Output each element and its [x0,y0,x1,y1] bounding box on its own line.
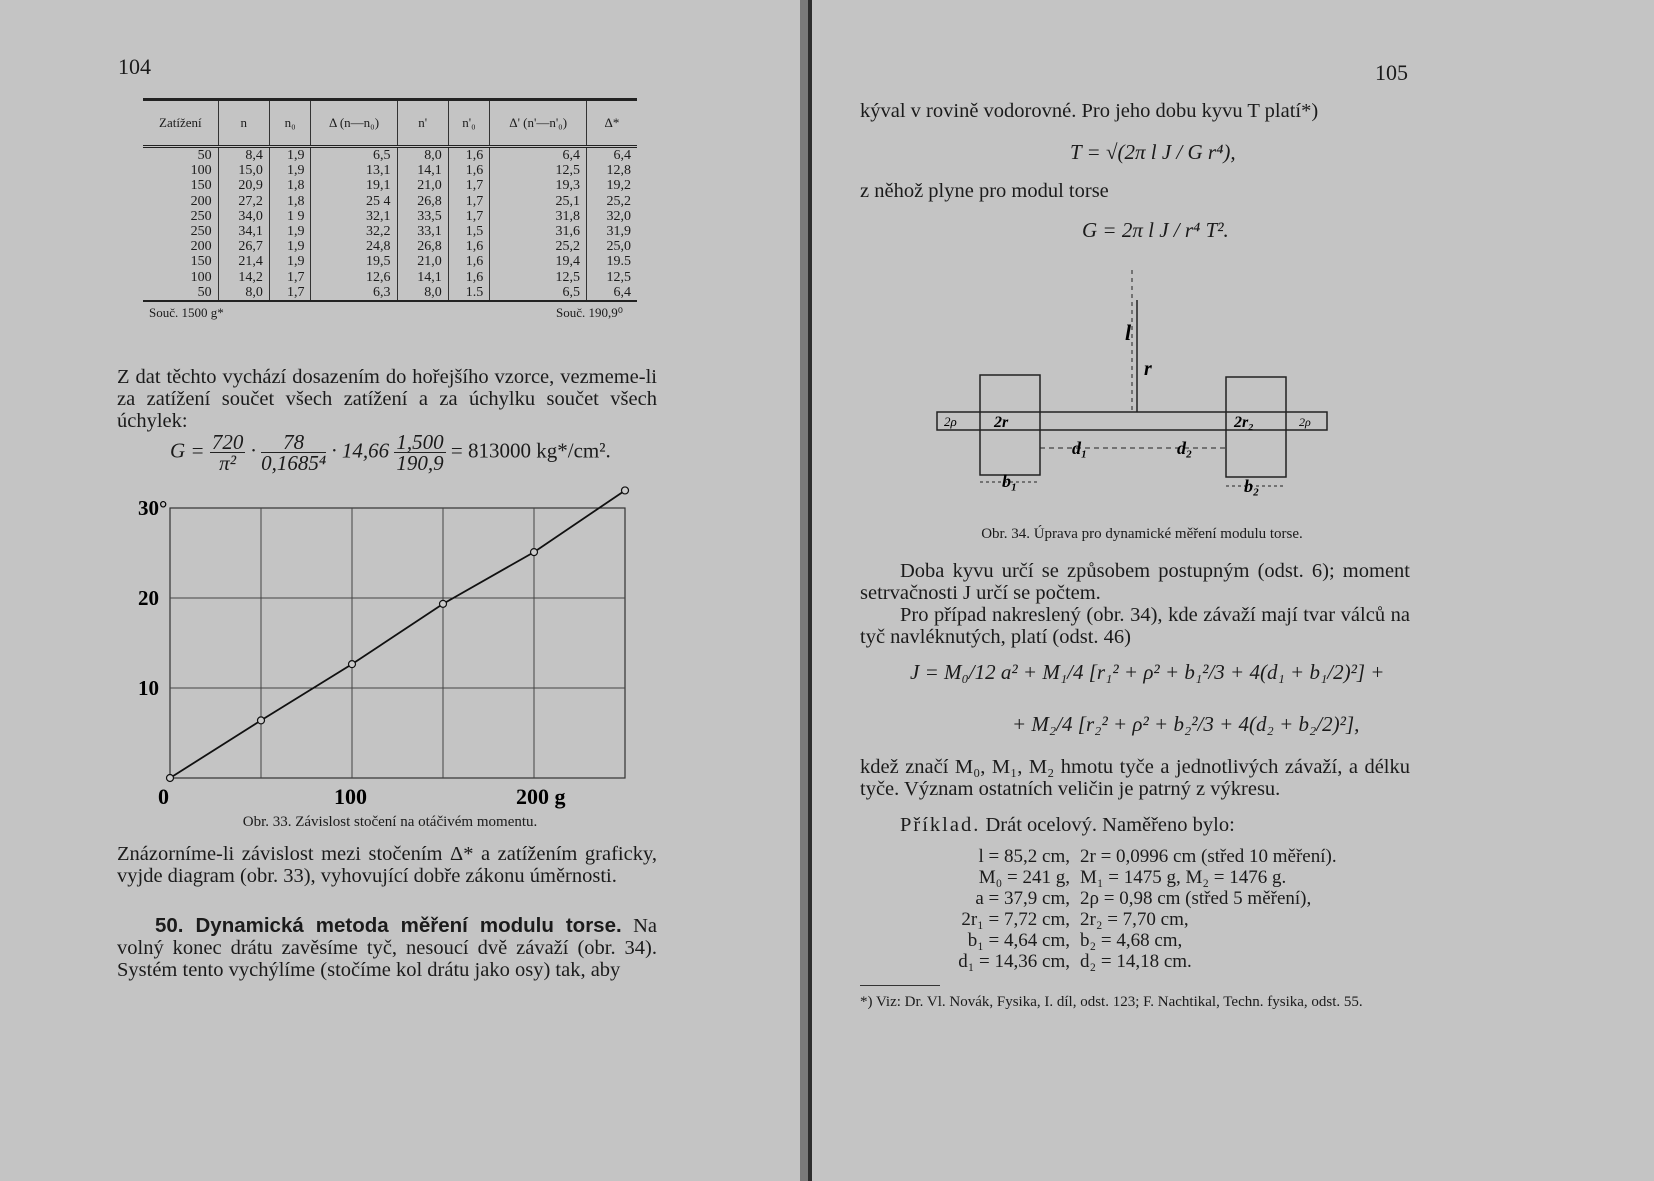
paragraph-graph: Znázorníme-li závislost mezi stočením Δ* a zatížením graficky, vyjde diagram (obr. 33), vyhovující dobře zákonu úměrnosti. [117,843,657,887]
page-number-left: 104 [118,54,151,79]
formula-mid: · 14,66 [331,438,390,463]
measurement-line: 2r₂ = 7,70 cm, [1080,909,1189,930]
table-cell: 250 [190,224,212,240]
table-cell: 1,9 [269,239,311,254]
table-row [143,270,637,285]
formula-moment-j-2: + M₂/4 [r₂² + ρ² + b₂²/3 + 4(d₂ + b₂/2)²], [1012,712,1360,736]
table-cell: 26,8 [397,239,448,254]
label-r: r [1144,358,1152,380]
table-cell: 200 [190,193,212,209]
table-cell: 21,0 [397,178,448,193]
section-heading: 50. Dynamická metoda měření modulu torse. [155,914,622,937]
table-cell: 12,8 [586,163,637,178]
table-cell: 6,4 [586,285,637,300]
left-page [0,0,808,1181]
plot-frame [170,508,625,778]
label-2rho-left: 2ρ [944,414,957,429]
table-cell: 6,5 [311,147,397,164]
label-d1: d₁ [1072,438,1088,458]
figure-33-caption: Obr. 33. Závislost stočení na otáčivém momentu. [242,814,538,830]
table-cell: 20,9 [218,178,269,193]
table-cell: 1,9 [269,224,311,239]
measurement-table-wrapper [143,98,637,320]
label-l: l [1125,320,1132,345]
measurements-right [1080,846,1410,972]
section-text: Na volný konec drátu zavěsíme tyč, nesoucí dvě závaží (obr. 34). Systém tento vychýlíme (stočíme kol drátu jako osy) tak, aby [117,915,657,981]
table-cell: 100 [190,163,212,179]
table-cell: 50 [197,284,212,300]
table-cell: 19,2 [586,178,637,193]
chart-torsion-vs-load [120,480,650,820]
table-header-cell: Δ' (n'—n'₀) [490,101,587,147]
example-line [900,814,1235,836]
table-cell: 1,7 [448,178,490,193]
table-cell: 200 [190,239,212,255]
table-cell: 1.5 [448,285,490,300]
formula-period-t: T = √(2π l J / G r⁴), [1070,140,1236,164]
table-cell: 33,5 [397,209,448,224]
fraction-denominator: 190,9 [396,451,444,475]
fraction-denominator: 0,1685⁴ [261,451,327,475]
y-tick-label: 10 [138,676,159,700]
table-cell: 8,0 [397,285,448,300]
table-cell: 1,6 [448,254,490,269]
table-cell: 15,0 [218,163,269,178]
measurement-line: a = 37,9 cm, [975,888,1070,909]
measurement-line: b₂ = 4,68 cm, [1080,930,1183,951]
table-cell: 6,4 [490,147,587,164]
paragraph-period: Doba kyvu určí se způsobem postupným (odst. 6); moment setrvačnosti J určí se počtem. [860,560,1410,604]
table-cell: 12,5 [490,270,587,285]
x-tick-label: 200 g [516,784,566,809]
formula-g-result: G = $\frac{720}{\text{π²}}$ · $\frac{78}{\text{0,1685⁴}}$ · 14,66 $\frac{1,500}{190,9}$ = 813000 kg*/cm². [170,430,611,475]
table-cell: 32,2 [311,224,397,239]
table-cell: 1 9 [269,209,311,224]
table-row [143,285,637,300]
paragraph-symbols: kdež značí M₀, M₁, M₂ hmotu tyče a jednotlivých závaží, a délku tyče. Význam ostatních veličin je patrný z výkresu. [860,756,1410,800]
formula-moment-j-1: J = M₀/12 a² + M₁/4 [r₁² + ρ² + b₁²/3 + 4(d₁ + b₁/2)²] + [910,660,1385,684]
table-row [143,194,637,209]
table-cell: 19,1 [311,178,397,193]
table-cell: 21,0 [397,254,448,269]
table-cell: 12,5 [490,163,587,178]
example-text: Drát ocelový. Naměřeno bylo: [985,814,1235,836]
fraction-1500 [394,432,445,473]
table-cell: 19,3 [490,178,587,193]
figure-34-caption: Obr. 34. Úprava pro dynamické měření modulu torse. [981,526,1303,542]
measurement-line: d₁ = 14,36 cm, [958,951,1070,972]
table-cell: 32,0 [586,209,637,224]
table-cell: 12,5 [586,270,637,285]
table-cell: 33,1 [397,224,448,239]
table-cell: 32,1 [311,209,397,224]
table-cell: 150 [190,178,212,194]
table-sum-left: Souč. 1500 g* [149,305,224,321]
table-cell: 8,0 [397,147,448,164]
data-point [349,661,356,668]
table-cell: 19,4 [490,254,587,269]
fraction-numerator: 1,500 [396,430,444,454]
x-tick-label: 0 [158,784,169,809]
table-cell: 21,4 [218,254,269,269]
fraction-78 [261,432,326,473]
table-row [143,147,637,164]
table-cell: 1,9 [269,147,311,164]
table-cell: 8,0 [218,285,269,300]
table-row [143,178,637,193]
table-cell: 1,7 [269,285,311,300]
table-cell: 1,7 [269,270,311,285]
table-cell: 6,3 [311,285,397,300]
data-point [622,487,629,494]
table-cell: 19,5 [311,254,397,269]
table-cell: 1,7 [448,209,490,224]
paragraph-case: Pro případ nakreslený (obr. 34), kde závaží mají tvar válců na tyč navléknutých, platí (odst. 46) [860,604,1410,648]
table-sum-right: Souč. 190,9⁰ [556,305,623,321]
text-modulus: z něhož plyne pro modul torse [860,180,1109,202]
table-cell: 6,4 [586,147,637,164]
fraction-numerator: 78 [261,432,326,453]
table-cell: 31,8 [490,209,587,224]
section-50-paragraph [117,915,657,981]
table-cell: 26,8 [397,194,448,209]
table-header-cell: n₀ [269,101,311,147]
data-point [167,775,174,782]
label-b1: b₁ [1002,471,1018,491]
table-cell: 1,8 [269,194,311,209]
table-cell: 34,1 [218,224,269,239]
table-cell: 34,0 [218,209,269,224]
label-2r2: 2r₂ [1234,414,1254,431]
figure-34-diagram [932,260,1332,510]
table-cell: 12,6 [311,270,397,285]
table-cell: 25,2 [490,239,587,254]
table-cell: 1,5 [448,224,490,239]
table-header-cell: Δ (n—n₀) [311,101,397,147]
table-header-cell: Zatížení [159,115,202,131]
table-row [143,224,637,239]
measurement-line: M₁ = 1475 g, M₂ = 1476 g. [1080,867,1287,888]
fraction-numerator: 720 [211,430,244,454]
footnote: *) Viz: Dr. Vl. Novák, Fysika, I. díl, odst. 123; F. Nachtikal, Techn. fysika, odst. 55. [860,994,1363,1010]
table-cell: 14,1 [397,163,448,178]
table-cell: 50 [197,148,212,163]
table-row [143,163,637,178]
label-2rho-right: 2ρ [1299,415,1311,429]
table-cell: 1,9 [269,163,311,178]
table-header-cell: n [218,101,269,147]
measurement-line: l = 85,2 cm, [978,846,1070,867]
weight-left-rect [980,375,1040,475]
label-b2: b₂ [1244,476,1260,496]
table-cell: 1,6 [448,239,490,254]
measurement-line: 2r₁ = 7,72 cm, [961,909,1070,930]
measurement-line: d₂ = 14,18 cm. [1080,951,1192,972]
table-cell: 1,6 [448,163,490,178]
table-header-cell: n' [397,101,448,147]
paragraph-data-substitution: Z dat těchto vychází dosazením do hořejšího vzorce, vezmeme-li za zatížení součet všech zatížení a za úchylku součet všech úchylek: [117,366,657,432]
right-page [812,0,1654,1181]
table-cell: 25 4 [311,194,397,209]
fraction-720 [210,432,246,473]
data-point [531,549,538,556]
table-cell: 27,2 [218,194,269,209]
measurement-line: 2ρ = 0,98 cm (střed 5 měření), [1080,888,1312,909]
measurements-left [900,846,1070,972]
series-line [170,490,625,778]
table-cell: 150 [190,254,212,270]
table-header-cell: Δ* [586,101,637,147]
example-label: Příklad. [900,814,981,836]
table-cell: 25,2 [586,194,637,209]
x-tick-label: 100 [334,784,367,809]
label-2r1: 2r [994,414,1009,431]
table-cell: 25,0 [586,239,637,254]
table-header-cell: n'₀ [448,101,490,147]
y-tick-label: 20 [138,586,159,610]
table-cell: 1,7 [448,194,490,209]
table-cell: 19.5 [586,254,637,269]
label-d2: d₂ [1177,438,1193,458]
table-cell: 24,8 [311,239,397,254]
table-cell: 31,9 [586,224,637,239]
table-cell: 26,7 [218,239,269,254]
table-cell: 1,6 [448,270,490,285]
measurement-line: 2r = 0,0996 cm (střed 10 měření). [1080,846,1337,867]
formula-lhs: G = [170,438,205,463]
table-cell: 250 [190,208,212,224]
table-cell: 25,1 [490,194,587,209]
measurement-table [143,101,637,300]
table-row [143,239,637,254]
text-oscillation: kýval v rovině vodorovné. Pro jeho dobu kyvu T platí*) [860,100,1319,122]
formula-modulus-g: G = 2π l J / r⁴ T². [1082,218,1229,242]
table-cell: 100 [190,269,212,285]
measurement-line: b₁ = 4,64 cm, [967,930,1070,951]
table-cell: 13,1 [311,163,397,178]
table-cell: 8,4 [218,147,269,164]
page-number-right: 105 [1375,60,1408,85]
footnote-divider [860,985,940,986]
table-cell: 31,6 [490,224,587,239]
formula-rhs: = 813000 kg*/cm². [450,438,611,463]
table-cell: 14,1 [397,270,448,285]
table-cell: 1,8 [269,178,311,193]
table-cell: 1,9 [269,254,311,269]
table-cell: 14,2 [218,270,269,285]
table-cell: 6,5 [490,285,587,300]
table-row [143,209,637,224]
data-point [258,717,265,724]
table-row [143,254,637,269]
measurement-line: M₀ = 241 g, [978,867,1070,888]
data-point [440,600,447,607]
table-cell: 1,6 [448,147,490,164]
y-tick-label: 30° [138,496,168,520]
fraction-denominator: π² [219,451,236,475]
